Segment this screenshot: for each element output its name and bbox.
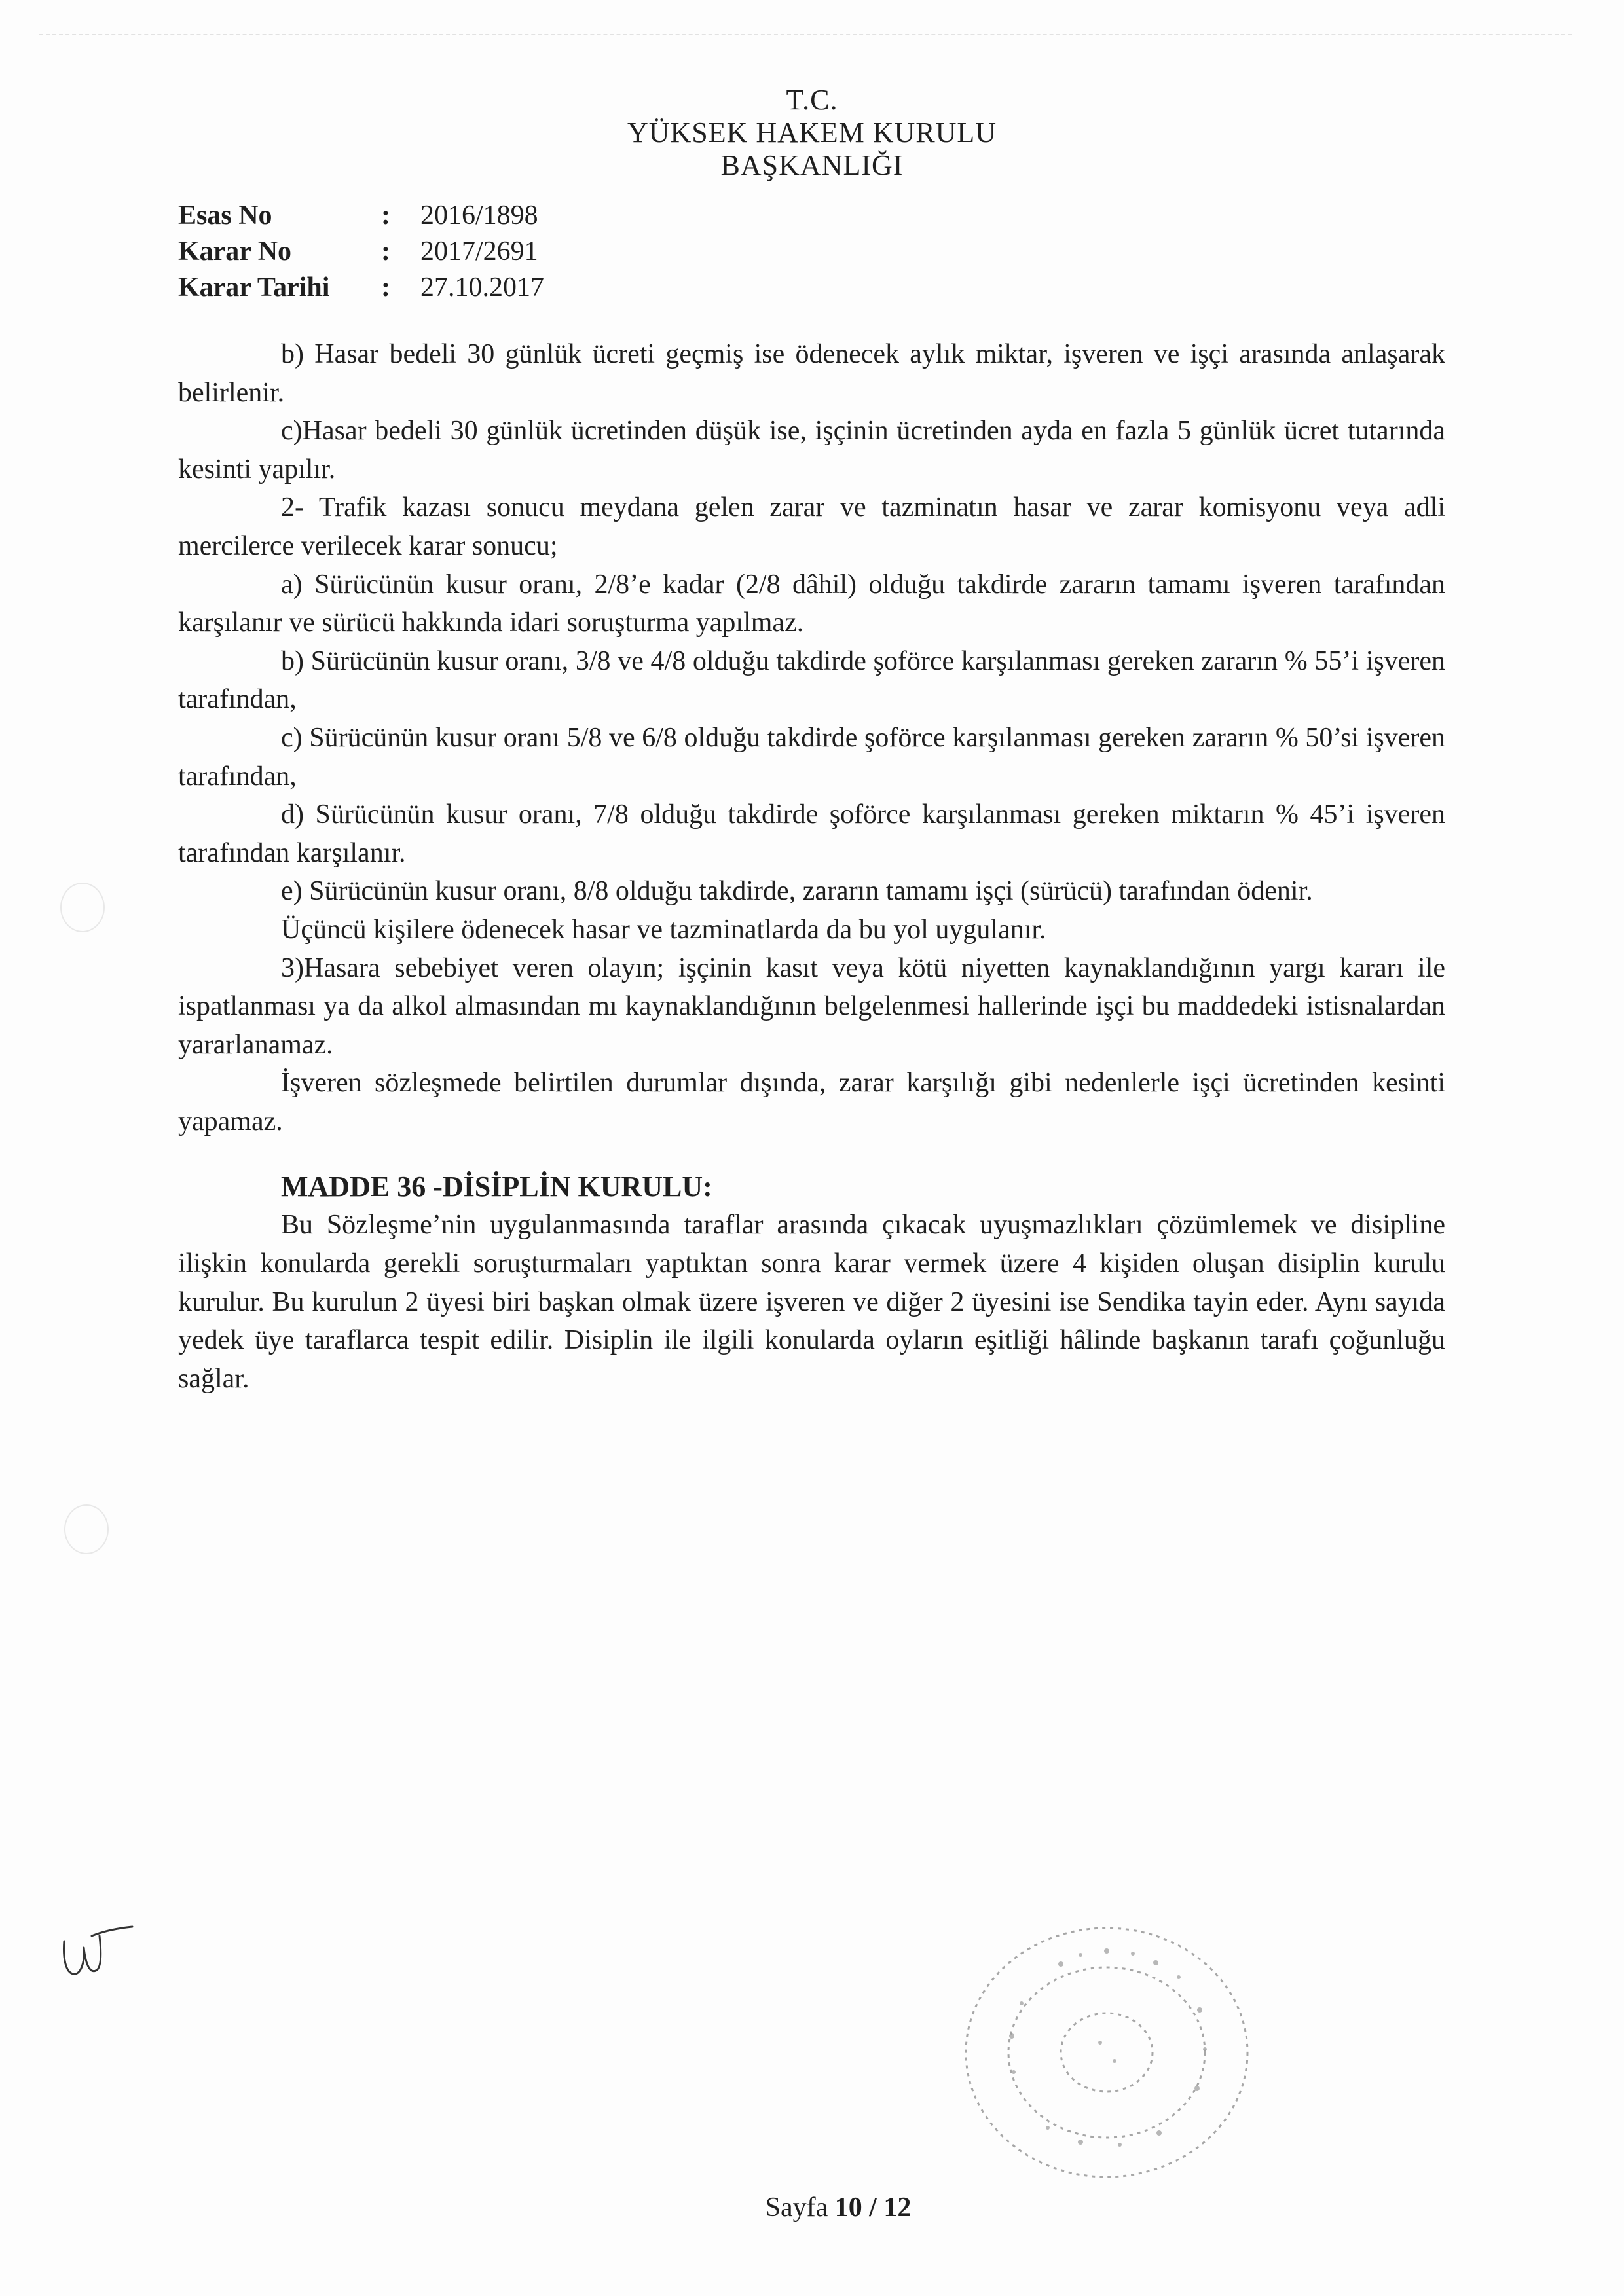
paragraph-kesinti: İşveren sözleşmede belirtilen durumlar dışında, zarar karşılığı gibi nedenlerle işçi ücretinden kesinti yapamaz. bbox=[178, 1068, 1445, 1137]
meta-colon: : bbox=[381, 200, 390, 230]
meta-value: 27.10.2017 bbox=[420, 272, 544, 302]
initials-signature bbox=[59, 1922, 138, 1987]
paragraph-disiplin-kurulu: Bu Sözleşme’nin uygulanmasında taraflar arasında çıkacak uyuşmazlıkları çözümlemek ve disipline ilişkin konularda gerekli soruşturmaları yaptıktan sonra karar vermek üzere 4 kişiden oluşan disiplin kurulu kurulur. Bu kurulun 2 üyesi biri başkan olmak üzere işveren ve diğer 2 üyesini ise Sendika tayin eder. Aynı sayıda yedek üye taraflarca tespit edilir. Disiplin ile ilgili konularda oyların eşitliği hâlinde başkanın tarafı çoğunluğu sağlar. bbox=[178, 1210, 1445, 1394]
paragraph-kusur-d: d) Sürücünün kusur oranı, 7/8 olduğu takdirde şoförce karşılanması gereken miktarın % 45’i işveren tarafından karşılanır. bbox=[178, 799, 1445, 868]
paragraph-kusur-b: b) Sürücünün kusur oranı, 3/8 ve 4/8 olduğu takdirde şoförce karşılanması gereken zararın % 55’i işveren tarafından, bbox=[178, 646, 1445, 715]
paragraph-b-hasar: b) Hasar bedeli 30 günlük ücreti geçmiş ise ödenecek aylık miktar, işveren ve işçi arasında anlaşarak belirlenir. bbox=[178, 339, 1445, 408]
paragraph-c-hasar: c)Hasar bedeli 30 günlük ücretinden düşük ise, işçinin ücretinden ayda en fazla 5 günlük ücret tutarında kesinti yapılır. bbox=[178, 416, 1445, 484]
page-number bbox=[707, 2192, 969, 2223]
header-country: T.C. bbox=[786, 84, 838, 116]
document-body bbox=[178, 335, 1445, 1398]
meta-value: 2016/1898 bbox=[420, 200, 538, 230]
page-separator: / bbox=[869, 2193, 877, 2223]
page-current: 10 bbox=[834, 2193, 862, 2223]
document-header bbox=[550, 84, 1074, 182]
meta-label: Karar Tarihi bbox=[178, 272, 330, 302]
header-office: BAŞKANLIĞI bbox=[720, 149, 904, 181]
page-total: 12 bbox=[883, 2193, 912, 2223]
paragraph-trafik-kazasi: 2- Trafik kazası sonucu meydana gelen zarar ve tazminatın hasar ve zarar komisyonu veya adli mercilerce verilecek karar sonucu; bbox=[178, 492, 1445, 561]
meta-row-karar-no bbox=[178, 234, 544, 270]
meta-row-esas-no bbox=[178, 198, 544, 234]
meta-row-karar-tarihi bbox=[178, 270, 544, 306]
section-heading-madde-36: MADDE 36 -DİSİPLİN KURULU: bbox=[281, 1171, 712, 1203]
official-stamp-seal bbox=[943, 1912, 1270, 2193]
header-institution: YÜKSEK HAKEM KURULU bbox=[627, 117, 997, 149]
paragraph-istisnalar: 3)Hasara sebebiyet veren olayın; işçinin kasıt veya kötü niyetten kaynaklandığının yargı kararı ile ispatlanması ya da alkol almasından mı kaynaklandığının belgelenmesi hallerinde işçi bu maddedeki istisnalardan yararlanamaz. bbox=[178, 953, 1445, 1060]
meta-label: Esas No bbox=[178, 200, 272, 230]
punch-hole-mark bbox=[60, 883, 105, 932]
meta-label: Karar No bbox=[178, 236, 292, 266]
paragraph-ucuncu-kisiler: Üçüncü kişilere ödenecek hasar ve tazminatlarda da bu yol uygulanır. bbox=[281, 914, 1046, 945]
page-prefix: Sayfa bbox=[765, 2193, 828, 2223]
punch-hole-mark bbox=[64, 1504, 109, 1554]
paragraph-kusur-c: c) Sürücünün kusur oranı 5/8 ve 6/8 olduğu takdirde şoförce karşılanması gereken zararın % 50’si işveren tarafından, bbox=[178, 722, 1445, 792]
case-metadata bbox=[178, 198, 544, 306]
meta-value: 2017/2691 bbox=[420, 236, 538, 266]
meta-colon: : bbox=[381, 272, 390, 302]
paragraph-kusur-e: e) Sürücünün kusur oranı, 8/8 olduğu takdirde, zararın tamamı işçi (sürücü) tarafından ödenir. bbox=[281, 876, 1313, 907]
meta-colon: : bbox=[381, 236, 390, 266]
scan-edge-line bbox=[39, 34, 1572, 35]
paragraph-kusur-a: a) Sürücünün kusur oranı, 2/8’e kadar (2/8 dâhil) olduğu takdirde zararın tamamı işveren tarafından karşılanır ve sürücü hakkında idari soruşturma yapılmaz. bbox=[178, 569, 1445, 638]
